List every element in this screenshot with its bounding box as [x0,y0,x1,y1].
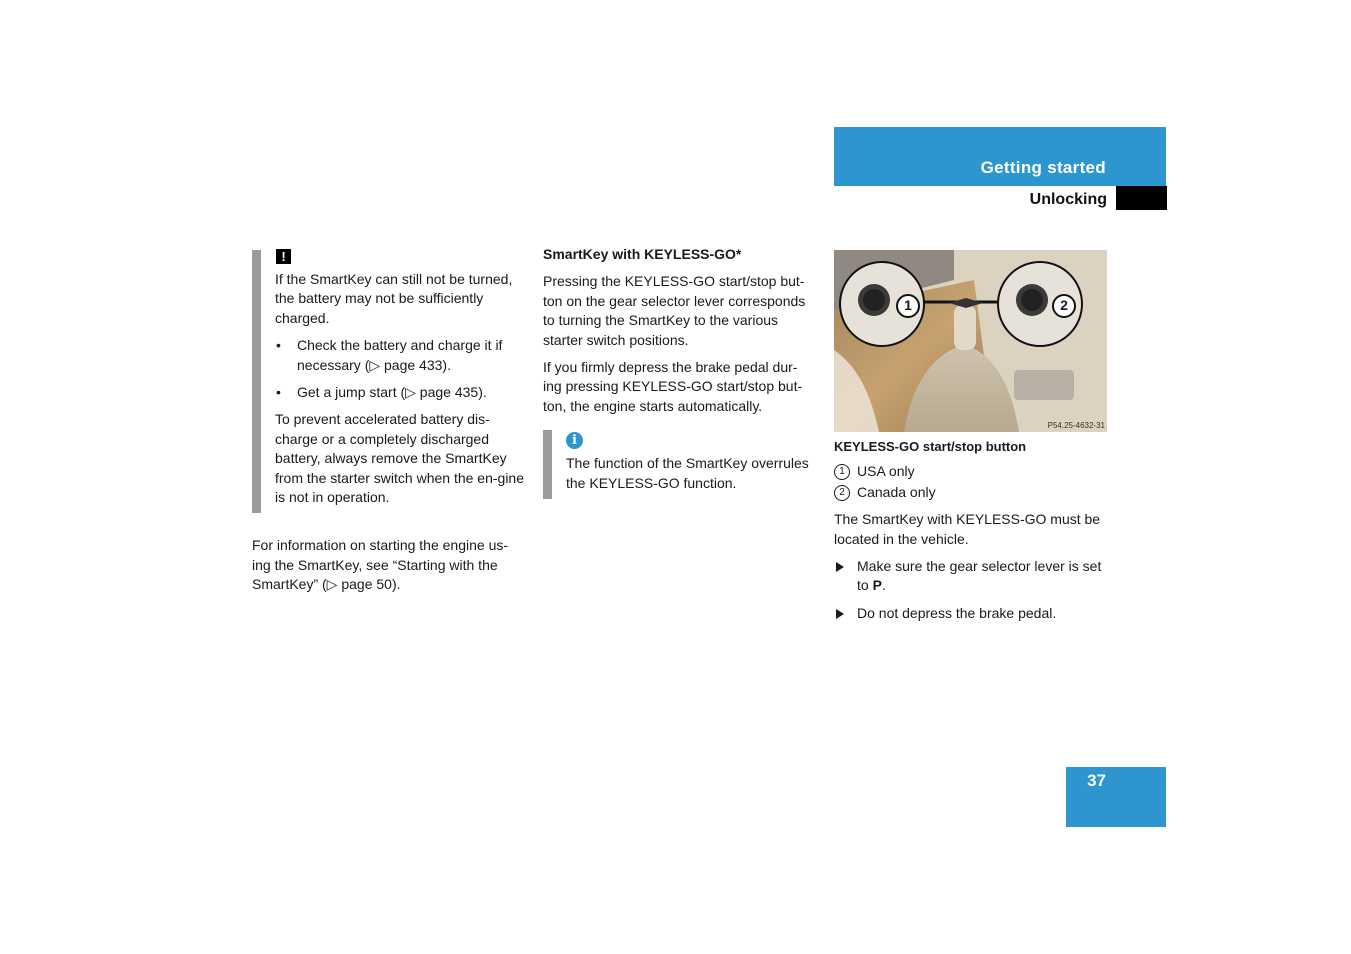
section-heading: SmartKey with KEYLESS-GO* [543,246,742,262]
gear-selector-illustration [834,250,1107,432]
step-text-end: . [881,577,886,594]
keyless-go-figure [834,250,1107,432]
column-middle [543,245,815,499]
figure-code: P54.25-4632-31 [1047,421,1105,430]
info-notice [543,428,815,499]
callout-2: 2 [1060,297,1068,313]
notice-bar [543,430,552,499]
step-text: Make sure the gear selector lever is set to [857,558,1102,594]
section-title: Getting started [980,158,1106,177]
legend-number: 2 [834,485,850,501]
warning-text: If the SmartKey can still not be turned, the battery may not be sufficiently charged. [275,271,513,326]
subsection-marker [1116,186,1167,210]
legend-item [834,462,1107,481]
notice-bar [252,250,261,513]
legend-text: Canada only [857,483,936,500]
subsection-title: Unlocking [1029,191,1107,208]
instruction-step: Do not depress the brake pedal. [834,604,1107,623]
instruction-step [834,557,1107,596]
info-paragraph: For information on starting the engine us-ing the SmartKey, see “Starting with the SmartKey” (▷ page 50). [252,537,509,593]
gear-position: P [872,577,882,594]
bullet-item: • Get a jump start (▷ page 435). [275,383,524,402]
info-icon: i [566,432,583,449]
column-right [834,250,1107,631]
legend-item [834,483,1107,502]
section-header-band [834,127,1166,186]
body-paragraph: If you firmly depress the brake pedal dur-ing pressing KEYLESS-GO start/stop but-ton, the engine starts automatically. [543,359,803,414]
warning-bullets [275,336,524,402]
info-text: The function of the SmartKey overrules the KEYLESS-GO function. [566,455,809,491]
callout-1: 1 [904,297,912,313]
body-paragraph: The SmartKey with KEYLESS-GO must be located in the vehicle. [834,511,1101,547]
instruction-steps [834,557,1107,623]
exclamation-icon: ! [276,249,291,264]
figure-caption: KEYLESS-GO start/stop button [834,439,1027,454]
body-paragraph: Pressing the KEYLESS-GO start/stop but-ton on the gear selector lever corresponds to turning the SmartKey to the various starter switch positions. [543,273,806,348]
warning-text-2: To prevent accelerated battery dis-charge or a completely discharged battery, always remove the SmartKey from the starter switch when the en-gine is not in operation. [275,411,525,506]
bullet-item: • Check the battery and charge it if necessary (▷ page 433). [275,336,524,375]
legend-text: USA only [857,463,915,480]
legend-number: 1 [834,464,850,480]
column-left [252,245,524,603]
page-number: 37 [1087,771,1106,790]
warning-notice [252,245,524,513]
page-number-box [1066,767,1166,827]
